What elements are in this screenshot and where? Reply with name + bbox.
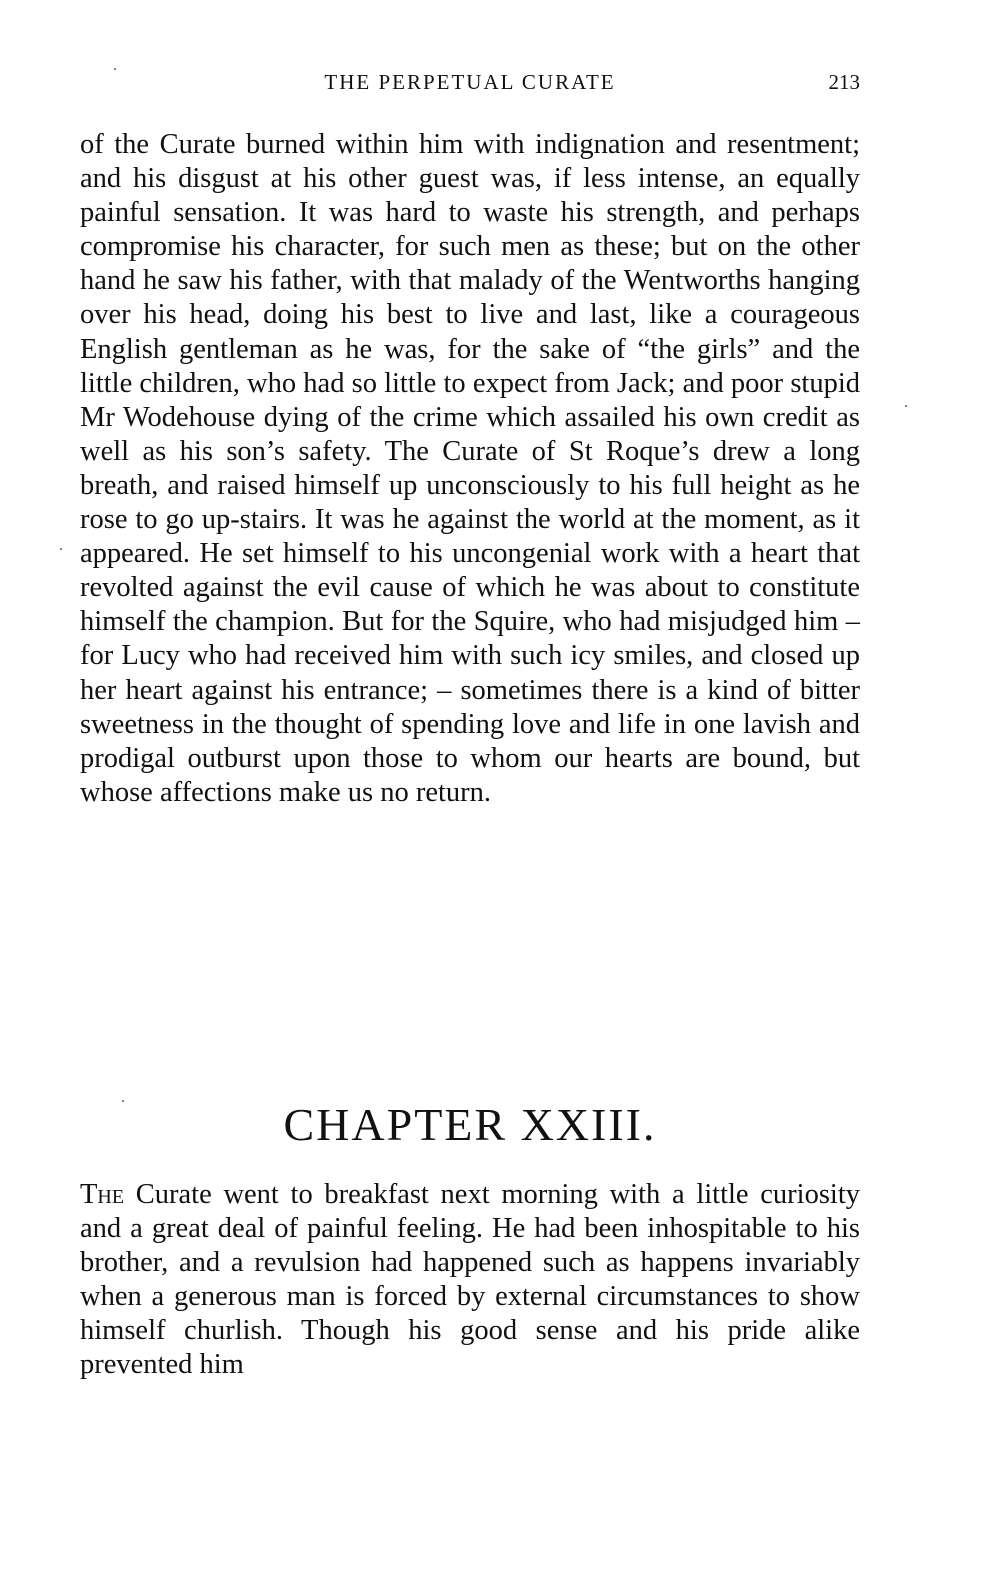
paper-speck [114,68,116,70]
paper-speck [122,1100,124,1102]
opening-word: The [80,1179,125,1210]
page-number: 213 [828,70,860,94]
paper-speck [905,405,907,407]
paragraph-continued: of the Curate burned within him with indignation and resentment; and his disgust at his other guest was, if less intense, an equally painful sensation. It was hard to waste his strength, and perhaps compromise his character, for such men as these; but on the other hand he saw his father, with that malady of the Wentworths hanging over his head, doing his best to live and last, like a courageous English gentleman as he was, for the sake of “the girls” and the little children, who had so little to expect from Jack; and poor stupid Mr Wodehouse dying of the crime which assailed his own credit as well as his son’s safety. The Curate of St Roque’s drew a long breath, and raised himself up unconsciously to his full height as he rose to go up-stairs. It was he against the world at the moment, as it appeared. He set himself to his uncongenial work with a heart that revolted against the evil cause of which he was about to constitute himself the champion. But for the Squire, who had misjudged him – for Lucy who had received him with such icy smiles, and closed up her heart against his entrance; – sometimes there is a kind of bitter sweetness in the thought of spending love and life in one lavish and prodigal outburst upon those to whom our hearts are bound, but whose affections make us no return. [80,129,860,808]
paper-speck [60,548,62,550]
chapter-heading: CHAPTER XXIII. [283,1099,657,1150]
opening-paragraph-text: Curate went to breakfast next morning with a little curiosity and a great deal of painful feeling. He had been inhospitable to his brother, and a revulsion had happened such as happens invariably when a generous man is forced by external circumstances to show himself churlish. Though his good sense and his pride alike prevented him [80,1179,860,1381]
running-header [80,70,860,106]
paragraph-chapter-opening [80,1178,860,1383]
running-title: THE PERPETUAL CURATE [324,70,616,94]
